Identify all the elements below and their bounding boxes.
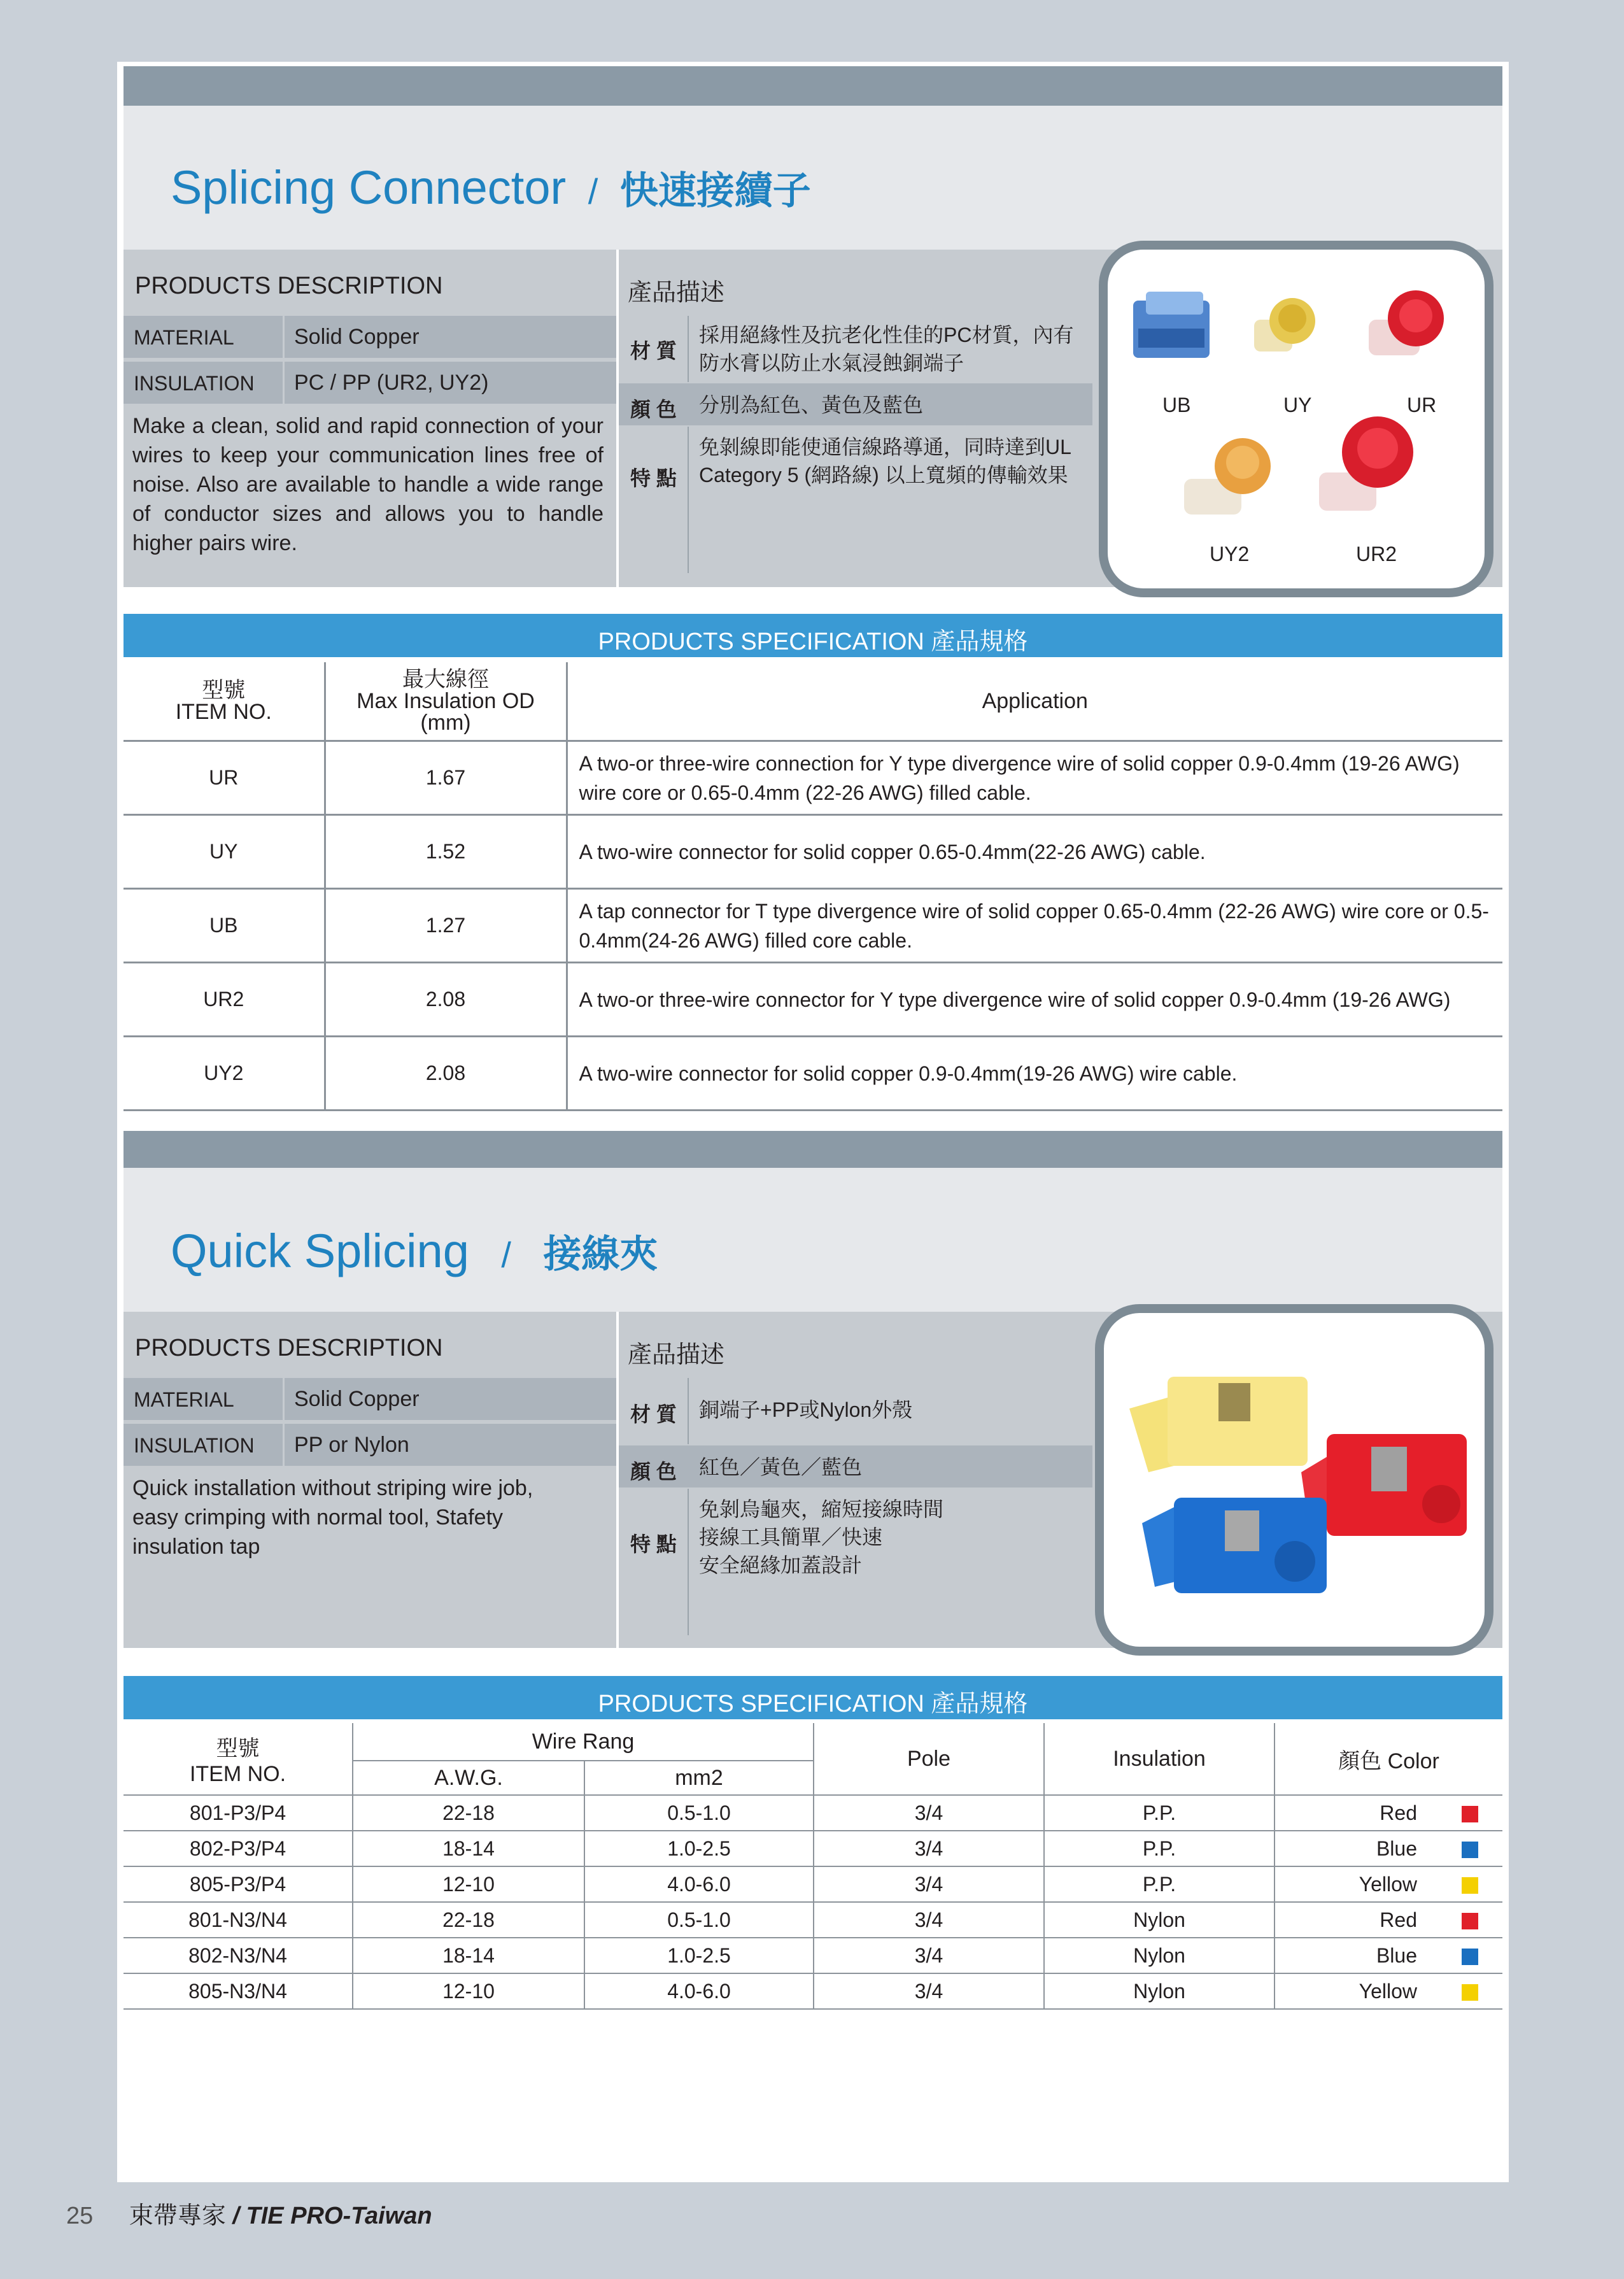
table-header-row xyxy=(124,1723,1502,1761)
label-ur2: UR2 xyxy=(1356,543,1397,565)
table-row: 805-P3/P4 12-10 4.0-6.0 3/4 P.P. Yellow xyxy=(124,1866,1502,1902)
section2-title: Quick Splicing / 接線夾 xyxy=(171,1225,658,1277)
section1-description-zh xyxy=(619,250,1092,587)
header-mm2: mm2 xyxy=(584,1761,814,1795)
table-row: 805-N3/N4 12-10 4.0-6.0 3/4 Nylon Yellow xyxy=(124,1973,1502,2009)
insulation-row: INSULATION PC / PP (UR2, UY2) xyxy=(124,362,616,404)
color-swatch xyxy=(1462,1877,1478,1894)
description-paragraph: Make a clean, solid and rapid connection of your wires to keep your communication lines free of noise. Also are available to handle a wide range of conductor sizes and allows you to handle higher pairs wire. xyxy=(132,414,604,555)
table-row: 802-N3/N4 18-14 1.0-2.5 3/4 Nylon Blue xyxy=(124,1938,1502,1973)
color-swatch xyxy=(1462,1806,1478,1822)
header-application: Application xyxy=(567,662,1502,741)
label-ur: UR xyxy=(1407,394,1437,416)
uy-connector-illustration xyxy=(1254,298,1315,351)
table-row: 801-N3/N4 22-18 0.5-1.0 3/4 Nylon Red xyxy=(124,1902,1502,1938)
section2-spec-table xyxy=(124,1723,1502,2010)
zh-feature-row: 特 點 免剝線即能使通信線路導通，同時達到UL Category 5 (網路線) 以上寬頻的傳輸效果 xyxy=(619,427,1092,587)
color-cell: Red xyxy=(1274,1795,1502,1831)
page-number: 25 xyxy=(66,2203,94,2229)
label-uy: UY xyxy=(1283,394,1312,416)
header-max-od: 最大線徑 Max Insulation OD (mm) xyxy=(325,662,567,741)
table-row: UR 1.67 A two-or three-wire connection for Y type divergence wire of solid copper 0.9-0.4mm (19-26 AWG) wire core or 0.65-0.4mm (22-26 AWG) filled cable. xyxy=(124,741,1502,815)
section1-spec-heading: PRODUCTS SPECIFICATION 產品規格 xyxy=(124,614,1502,657)
section2-header-bar xyxy=(124,1131,1502,1168)
ub-connector-illustration xyxy=(1133,292,1210,358)
color-swatch xyxy=(1462,1913,1478,1929)
zh-feature-row: 特 點 免剝烏龜夾，縮短接線時間 接線工具簡單／快速 安全絕緣加蓋設計 xyxy=(619,1489,1092,1648)
section1-spec-table xyxy=(124,662,1502,1111)
section2-spec-heading: PRODUCTS SPECIFICATION 產品規格 xyxy=(124,1676,1502,1719)
color-cell: Blue xyxy=(1274,1938,1502,1973)
brand-zh: 束帶專家 xyxy=(129,2203,226,2229)
table-row: UY 1.52 A two-wire connector for solid copper 0.65-0.4mm(22-26 AWG) cable. xyxy=(124,815,1502,889)
zh-material-row: 材 質 銅端子+PP或Nylon外殼 xyxy=(619,1378,1092,1444)
table-row: 801-P3/P4 22-18 0.5-1.0 3/4 P.P. Red xyxy=(124,1795,1502,1831)
yellow-tap-illustration xyxy=(1129,1377,1308,1472)
zh-color-row: 顏 色 紅色／黃色／藍色 xyxy=(619,1445,1092,1487)
color-swatch xyxy=(1462,1984,1478,2001)
table-row: UR2 2.08 A two-or three-wire connector for Y type divergence wire of solid copper 0.9-0.4mm (19-26 AWG) xyxy=(124,963,1502,1037)
splicing-connector-image xyxy=(1099,241,1493,597)
header-insulation: Insulation xyxy=(1044,1723,1274,1795)
uy2-connector-illustration xyxy=(1184,438,1271,515)
products-description-heading: PRODUCTS DESCRIPTION xyxy=(135,273,443,299)
insulation-row: INSULATION PP or Nylon xyxy=(124,1424,616,1466)
table-row: UB 1.27 A tap connector for T type divergence wire of solid copper 0.65-0.4mm (22-26 AWG) wire core or 0.5-0.4mm(24-26 AWG) filled core cable. xyxy=(124,889,1502,963)
quick-splicing-image xyxy=(1095,1304,1493,1656)
color-swatch xyxy=(1462,1842,1478,1858)
ur2-connector-illustration xyxy=(1319,416,1413,511)
table-row: UY2 2.08 A two-wire connector for solid copper 0.9-0.4mm(19-26 AWG) wire cable. xyxy=(124,1037,1502,1111)
ur-connector-illustration xyxy=(1369,290,1444,355)
blue-tap-illustration xyxy=(1142,1498,1327,1593)
color-cell: Yellow xyxy=(1274,1866,1502,1902)
header-pole: Pole xyxy=(814,1723,1044,1795)
header-color: 顏色 Color xyxy=(1274,1723,1502,1795)
header-item-no: 型號 ITEM NO. xyxy=(124,1723,353,1795)
description-paragraph: Quick installation without striping wire job, easy crimping with normal tool, Stafety insulation tap xyxy=(132,1476,533,1559)
zh-description-heading: 產品描述 xyxy=(628,1342,725,1368)
label-ub: UB xyxy=(1162,394,1191,416)
material-row: MATERIAL Solid Copper xyxy=(124,316,616,358)
brand-en: / TIE PRO-Taiwan xyxy=(232,2203,432,2229)
header-awg: A.W.G. xyxy=(353,1761,584,1795)
section1-description-en xyxy=(124,250,616,587)
header-wire-rang: Wire Rang xyxy=(353,1723,814,1761)
section2-description-en xyxy=(124,1312,616,1648)
section1-header-bar xyxy=(124,66,1502,106)
material-row: MATERIAL Solid Copper xyxy=(124,1378,616,1420)
table-row: 802-P3/P4 18-14 1.0-2.5 3/4 P.P. Blue xyxy=(124,1831,1502,1866)
page-footer xyxy=(66,2196,432,2231)
section2-description-zh xyxy=(619,1312,1092,1648)
label-uy2: UY2 xyxy=(1210,543,1250,565)
zh-description-heading: 產品描述 xyxy=(628,280,725,306)
section1-title: Splicing Connector / 快速接續子 xyxy=(171,161,811,214)
table-header-row xyxy=(124,662,1502,741)
products-description-heading: PRODUCTS DESCRIPTION xyxy=(135,1335,443,1361)
header-item-no: 型號 ITEM NO. xyxy=(124,662,325,741)
color-swatch xyxy=(1462,1949,1478,1965)
color-cell: Yellow xyxy=(1274,1973,1502,2009)
zh-material-row: 材 質 採用絕緣性及抗老化性佳的PC材質，內有防水膏以防止水氣浸蝕銅端子 xyxy=(619,316,1092,382)
color-cell: Blue xyxy=(1274,1831,1502,1866)
zh-color-row: 顏 色 分別為紅色、黃色及藍色 xyxy=(619,383,1092,425)
color-cell: Red xyxy=(1274,1902,1502,1938)
